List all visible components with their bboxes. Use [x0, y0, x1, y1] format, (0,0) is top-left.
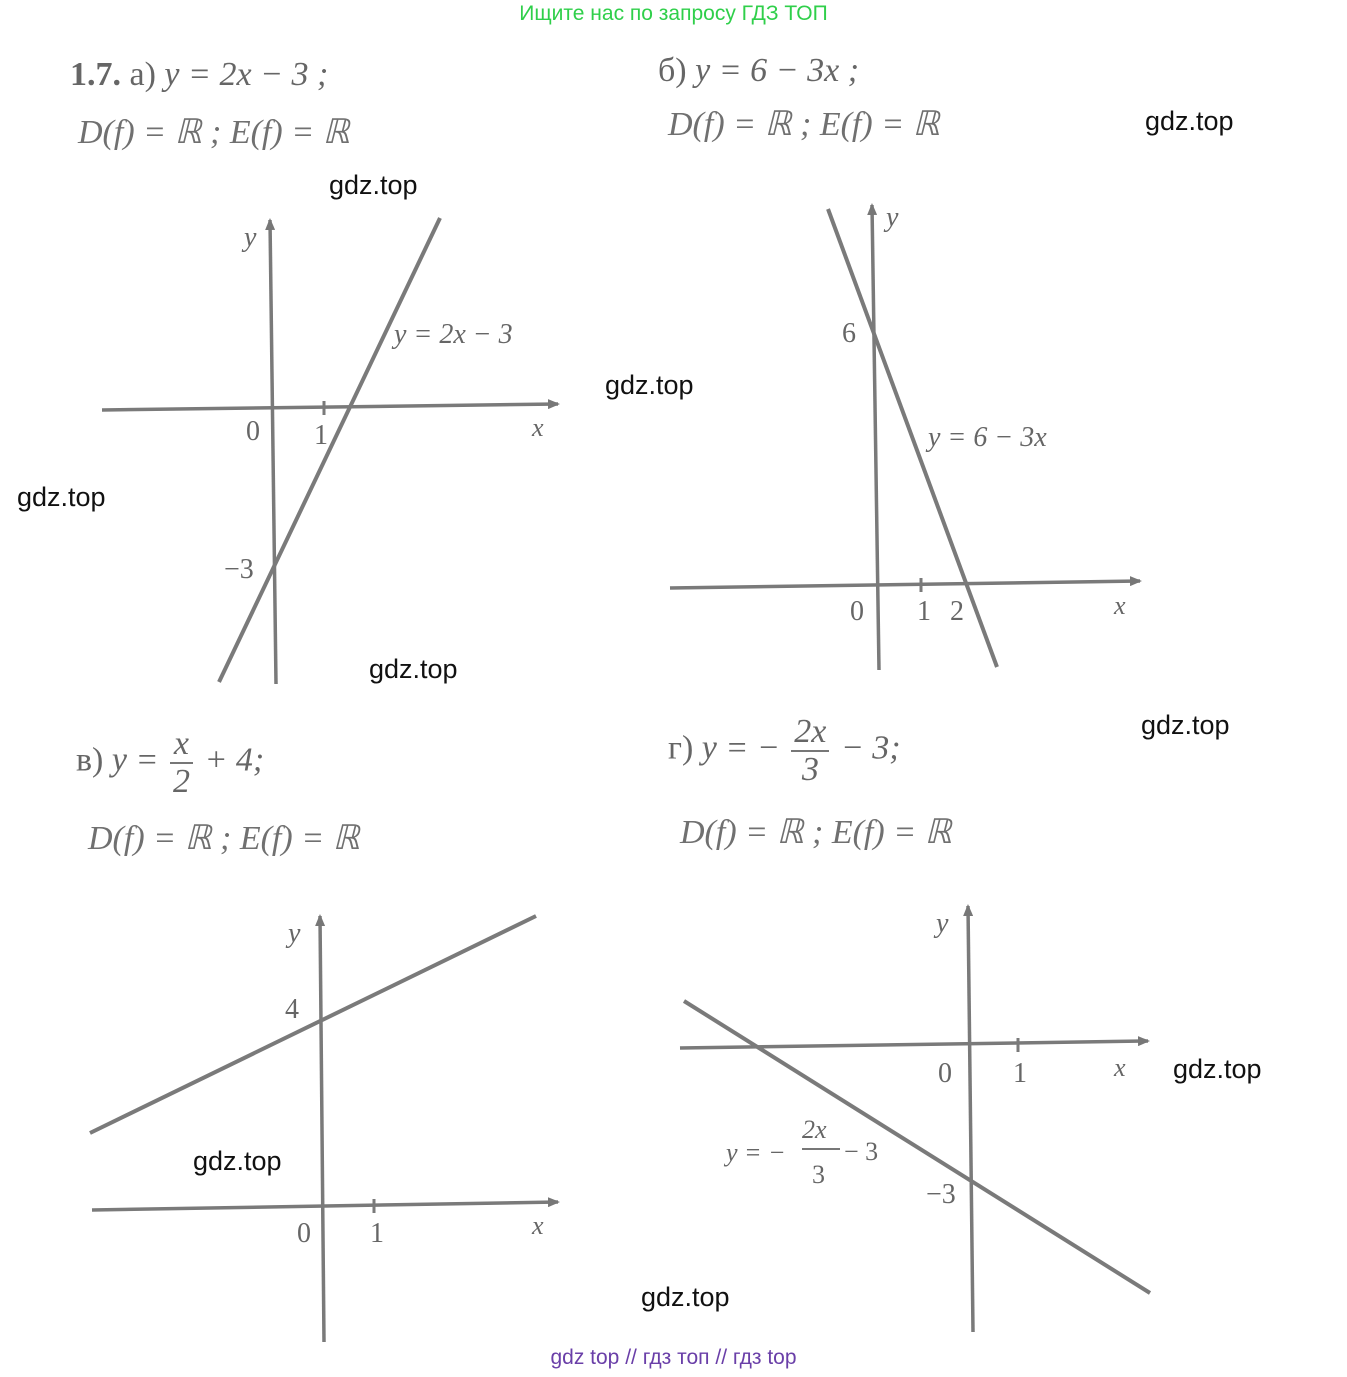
watermark: gdz.top — [193, 1146, 282, 1176]
graph-c-origin: 0 — [297, 1218, 311, 1249]
graph-a-line — [219, 218, 440, 682]
watermark: gdz.top — [329, 170, 418, 200]
graph-a-x-label: x — [532, 413, 544, 442]
watermark: gdz.top — [605, 370, 694, 400]
graph-c-y-axis — [320, 916, 324, 1342]
graph-c-line — [90, 916, 536, 1133]
graph-d-x-label: x — [1114, 1053, 1126, 1082]
footer-links: gdz top // гдз топ // гдз top — [550, 1346, 797, 1369]
graph-d-origin: 0 — [938, 1058, 952, 1089]
graph-d-y-axis — [968, 906, 973, 1332]
graph-d-line-label-denominator: 3 — [812, 1160, 825, 1189]
part-d-letter: г) — [668, 729, 694, 767]
part-a-letter: а) — [129, 56, 156, 93]
watermark: gdz.top — [17, 482, 106, 512]
graph-b-x-axis — [670, 581, 1140, 588]
graph-d-tick-1-label: 1 — [1013, 1058, 1027, 1089]
graph-b-tick-2-label: 2 — [950, 596, 964, 627]
part-c-numerator: x — [170, 726, 193, 764]
graph-b-x-label: x — [1114, 591, 1126, 620]
problem-number: 1.7. — [70, 56, 121, 93]
watermark: gdz.top — [1145, 106, 1234, 136]
part-c-denominator: 2 — [172, 762, 190, 800]
watermark: gdz.top — [369, 654, 458, 684]
part-c-domain: D(f) = ℝ ; E(f) = ℝ — [88, 820, 360, 857]
watermark: gdz.top — [641, 1282, 730, 1312]
graph-d-line-label-suffix: − 3 — [844, 1137, 879, 1166]
graph-a-x-axis — [102, 404, 558, 410]
graph-c-x-label: x — [532, 1211, 544, 1240]
graph-d-y-intercept-label: −3 — [926, 1179, 956, 1210]
graph-a-y-axis — [270, 220, 276, 684]
graph-c-x-axis — [92, 1202, 558, 1210]
part-b-letter: б) — [658, 52, 687, 89]
part-d-domain: D(f) = ℝ ; E(f) = ℝ — [680, 814, 952, 851]
part-a-equation: y = 2x − 3 ; — [164, 56, 329, 93]
graph-a-tick-1-label: 1 — [314, 420, 328, 451]
graph-b-origin: 0 — [850, 596, 864, 627]
part-d-prefix: y = − — [701, 729, 780, 767]
graph-b-y-label: y — [886, 202, 899, 233]
graph-b-tick-1-label: 1 — [917, 596, 931, 627]
part-a-domain: D(f) = ℝ ; E(f) = ℝ — [78, 114, 350, 151]
part-c-prefix: y = — [111, 741, 159, 779]
part-c-letter: в) — [76, 741, 104, 779]
watermark: gdz.top — [1173, 1054, 1262, 1084]
graph-c-y-intercept-label: 4 — [285, 994, 299, 1025]
graph-d-line-label-prefix: y = − — [726, 1138, 786, 1167]
graph-a-line-label: y = 2x − 3 — [394, 319, 513, 350]
graph-a-y-intercept-label: −3 — [224, 554, 254, 585]
graph-a-y-label: y — [244, 222, 257, 253]
graph-d-y-label: y — [936, 908, 949, 939]
graph-d-line-label-numerator: 2x — [802, 1115, 827, 1144]
part-d-suffix: − 3; — [840, 729, 901, 767]
graph-a-origin: 0 — [246, 416, 260, 447]
watermark: gdz.top — [1141, 710, 1230, 740]
graph-b-y-axis — [872, 205, 879, 670]
graph-b-y-intercept-label: 6 — [842, 318, 856, 349]
part-d-denominator: 3 — [801, 750, 819, 788]
search-banner: Ищите нас по запросу ГДЗ ТОП — [519, 2, 828, 25]
part-b-domain: D(f) = ℝ ; E(f) = ℝ — [668, 106, 940, 143]
graph-b-line-label: y = 6 − 3x — [928, 422, 1047, 453]
part-c-suffix: + 4; — [204, 741, 265, 779]
graph-c-tick-1-label: 1 — [370, 1218, 384, 1249]
graph-c-y-label: y — [288, 918, 301, 949]
part-b-equation: y = 6 − 3x ; — [695, 52, 860, 89]
part-d-numerator: 2x — [791, 714, 829, 752]
